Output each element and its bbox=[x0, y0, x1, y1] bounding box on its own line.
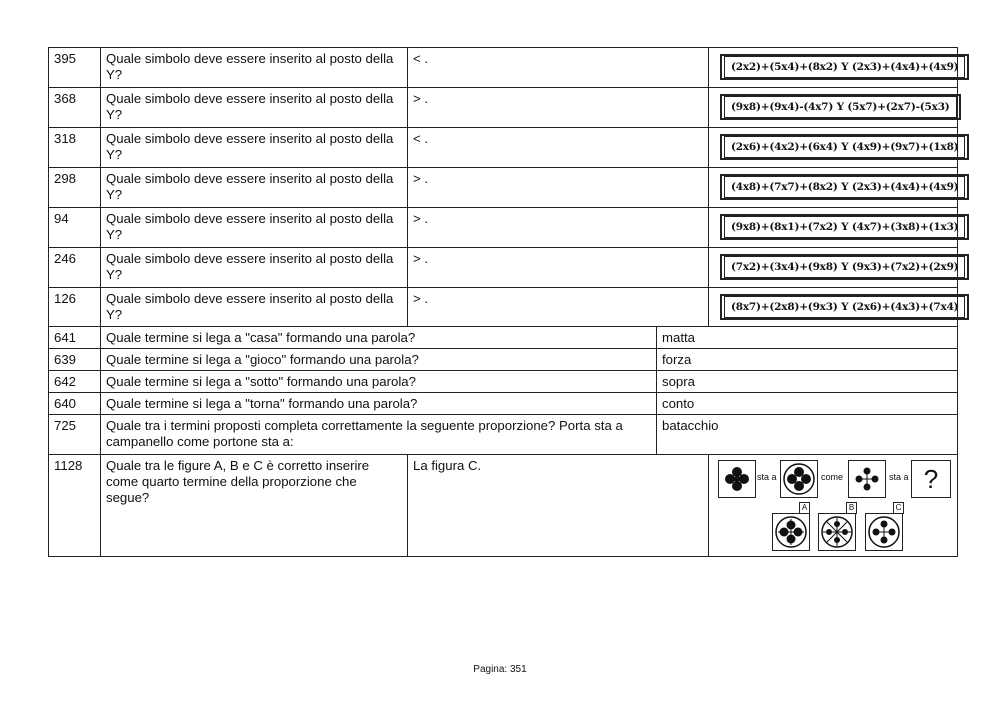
proportion-figure bbox=[709, 455, 957, 551]
page-number: Pagina: 351 bbox=[473, 664, 527, 675]
expression-cell bbox=[709, 248, 958, 288]
table-row bbox=[49, 327, 958, 349]
answer-text: forza bbox=[657, 349, 958, 371]
question-text: Quale simbolo deve essere inserito al posto della Y? bbox=[101, 128, 408, 168]
expression-cell bbox=[709, 208, 958, 248]
answer-text: > . bbox=[408, 208, 709, 248]
table-row bbox=[49, 48, 958, 88]
question-number: 725 bbox=[49, 415, 101, 455]
club-icon bbox=[719, 461, 755, 497]
expression-text: (2x2)+(5x4)+(8x2) Y (2x3)+(4x4)+(4x9) bbox=[724, 56, 965, 78]
question-text: Quale simbolo deve essere inserito al posto della Y? bbox=[101, 48, 408, 88]
option-label-c: C bbox=[893, 502, 904, 514]
figure-term-1 bbox=[718, 460, 756, 498]
expression-cell bbox=[709, 128, 958, 168]
expression-box bbox=[720, 174, 969, 200]
expression-text: (8x7)+(2x8)+(9x3) Y (2x6)+(4x3)+(7x4) bbox=[724, 296, 965, 318]
answer-text: matta bbox=[657, 327, 958, 349]
expression-text: (4x8)+(7x7)+(8x2) Y (2x3)+(4x4)+(4x9) bbox=[724, 176, 965, 198]
expression-text: (7x2)+(3x4)+(9x8) Y (9x3)+(7x2)+(2x9) bbox=[724, 256, 965, 278]
expression-cell bbox=[709, 88, 958, 128]
quiz-table bbox=[48, 47, 958, 557]
expression-cell bbox=[709, 288, 958, 327]
answer-text: sopra bbox=[657, 371, 958, 393]
come-label: come bbox=[821, 472, 844, 482]
expression-text: (9x8)+(8x1)+(7x2) Y (4x7)+(3x8)+(1x3) bbox=[724, 216, 965, 238]
question-number: 126 bbox=[49, 288, 101, 327]
option-label-b: B bbox=[846, 502, 857, 514]
question-text: Quale termine si lega a "sotto" formando una parola? bbox=[101, 371, 657, 393]
table-row bbox=[49, 248, 958, 288]
question-text: Quale simbolo deve essere inserito al posto della Y? bbox=[101, 208, 408, 248]
question-number: 642 bbox=[49, 371, 101, 393]
table-row bbox=[49, 349, 958, 371]
answer-text: < . bbox=[408, 128, 709, 168]
question-number: 298 bbox=[49, 168, 101, 208]
question-number: 246 bbox=[49, 248, 101, 288]
table-row bbox=[49, 393, 958, 415]
answer-text: conto bbox=[657, 393, 958, 415]
expression-text: (9x8)+(9x4)-(4x7) Y (5x7)+(2x7)-(5x3) bbox=[724, 96, 957, 118]
question-number: 640 bbox=[49, 393, 101, 415]
question-mark-box: ? bbox=[911, 460, 951, 498]
circled-dotted-cross-icon bbox=[866, 514, 902, 550]
question-text: Quale termine si lega a "casa" formando una parola? bbox=[101, 327, 657, 349]
question-number: 368 bbox=[49, 88, 101, 128]
figure-term-2 bbox=[780, 460, 818, 498]
sta-a-label: sta a bbox=[757, 472, 777, 482]
question-text: Quale tra i termini proposti completa correttamente la seguente proporzione? Porta sta a campanello come portone sta a: bbox=[101, 415, 657, 455]
table-row bbox=[49, 88, 958, 128]
option-a-figure bbox=[772, 513, 810, 551]
figure-term-3 bbox=[848, 460, 886, 498]
sta-a-label: sta a bbox=[889, 472, 909, 482]
question-number: 1128 bbox=[49, 455, 101, 557]
answer-text: > . bbox=[408, 288, 709, 327]
question-text: Quale simbolo deve essere inserito al posto della Y? bbox=[101, 168, 408, 208]
answer-text: La figura C. bbox=[408, 455, 709, 557]
expression-box bbox=[720, 214, 969, 240]
option-b-figure bbox=[818, 513, 856, 551]
question-text: Quale tra le figure A, B e C è corretto inserire come quarto termine della proporzione che segue? bbox=[101, 455, 408, 557]
expression-cell bbox=[709, 48, 958, 88]
table-row bbox=[49, 208, 958, 248]
expression-box bbox=[720, 254, 969, 280]
answer-text: batacchio bbox=[657, 415, 958, 455]
figure-cell bbox=[709, 455, 958, 557]
table-row bbox=[49, 168, 958, 208]
table-row bbox=[49, 455, 958, 557]
expression-box bbox=[720, 94, 961, 120]
question-number: 318 bbox=[49, 128, 101, 168]
circled-club-icon bbox=[781, 461, 817, 497]
question-text: Quale simbolo deve essere inserito al posto della Y? bbox=[101, 288, 408, 327]
circled-spokes-icon bbox=[819, 514, 855, 550]
question-text: Quale simbolo deve essere inserito al posto della Y? bbox=[101, 248, 408, 288]
answer-text: > . bbox=[408, 88, 709, 128]
expression-cell bbox=[709, 168, 958, 208]
question-number: 94 bbox=[49, 208, 101, 248]
question-number: 639 bbox=[49, 349, 101, 371]
answer-text: < . bbox=[408, 48, 709, 88]
question-number: 641 bbox=[49, 327, 101, 349]
answer-text: > . bbox=[408, 248, 709, 288]
answer-text: > . bbox=[408, 168, 709, 208]
expression-box bbox=[720, 54, 969, 80]
table-row bbox=[49, 128, 958, 168]
question-text: Quale termine si lega a "gioco" formando una parola? bbox=[101, 349, 657, 371]
option-c-figure bbox=[865, 513, 903, 551]
table-row bbox=[49, 371, 958, 393]
circled-arrow-cross-icon bbox=[773, 514, 809, 550]
question-text: Quale termine si lega a "torna" formando una parola? bbox=[101, 393, 657, 415]
table-row bbox=[49, 415, 958, 455]
question-text: Quale simbolo deve essere inserito al posto della Y? bbox=[101, 88, 408, 128]
option-label-a: A bbox=[799, 502, 810, 514]
expression-box bbox=[720, 134, 969, 160]
question-number: 395 bbox=[49, 48, 101, 88]
expression-text: (2x6)+(4x2)+(6x4) Y (4x9)+(9x7)+(1x8) bbox=[724, 136, 965, 158]
expression-box bbox=[720, 294, 969, 320]
dotted-cross-icon bbox=[849, 461, 885, 497]
table-row bbox=[49, 288, 958, 327]
